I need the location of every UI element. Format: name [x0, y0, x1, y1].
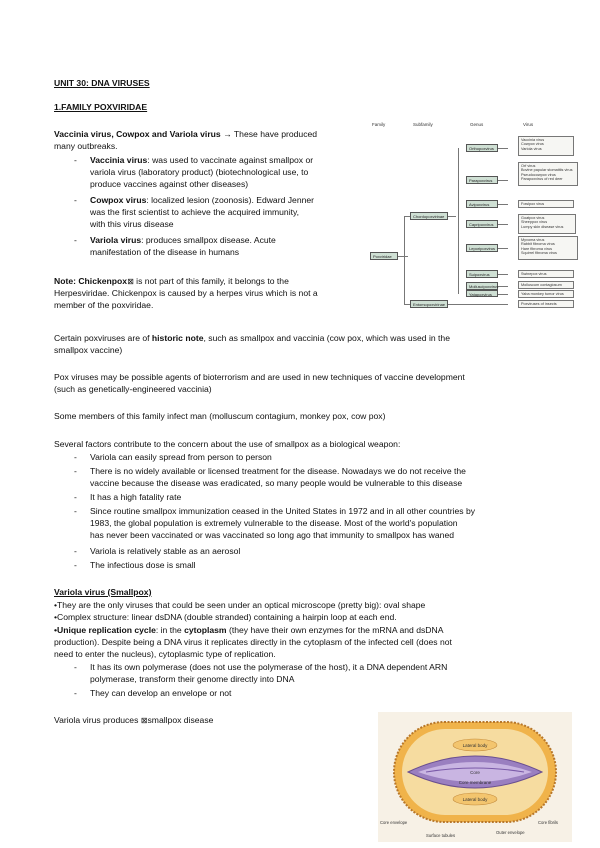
- virus-name: Swinepox virus: [521, 272, 547, 276]
- header-genus: Genus: [470, 122, 484, 127]
- dash-bullet: -: [74, 546, 77, 556]
- bullet-vaccinia-line3: produce vaccines against other diseases): [90, 179, 249, 189]
- intro-line: [54, 129, 317, 141]
- bullet-cowpox-text: : localized lesion (zoonosis). Edward Jenner: [146, 195, 315, 205]
- virus-name: Fowlpox virus: [521, 202, 545, 206]
- bullet-cowpox-line3: with this virus disease: [90, 219, 174, 229]
- factor-item: Since routine smallpox immunization ceased in the United States in 1972 and in all other countries by: [90, 506, 476, 516]
- connector-line: [404, 216, 405, 304]
- label-lateral-body-top: Lateral body: [462, 743, 488, 748]
- historic-pre: Certain poxviruses are of: [54, 333, 152, 343]
- virus-name: Poxviruses of insects: [521, 302, 557, 306]
- virus-name: Myxoma virus: [521, 238, 545, 242]
- virus-group-box: [518, 136, 574, 156]
- genus-box: Suipoxvirus: [466, 270, 498, 278]
- factor-item: There is no widely available or licensed treatment for the disease. Nowadays we do not receive the: [90, 466, 466, 476]
- virus-name: Pseudocowpox virus: [521, 172, 556, 177]
- note-line-2: Herpesviridae. Chickenpox is caused by a herpes virus which is not a: [54, 288, 318, 298]
- genus-box: Capripoxvirus: [466, 220, 498, 228]
- connector-line: [498, 294, 508, 295]
- dash-bullet: -: [74, 560, 77, 570]
- virus-name: Hare fibroma virus: [521, 246, 553, 251]
- historic-para: [54, 333, 450, 345]
- dash-bullet: -: [74, 492, 77, 502]
- genus-box: Parapoxvirus: [466, 176, 498, 184]
- intro-line-2: many outbreaks.: [54, 141, 118, 151]
- arrow-icon: →: [223, 129, 232, 139]
- smallpox-point-3-line2: production). Despite being a DNA virus it replicates directly in the cytoplasm of the infected cell (does not: [54, 637, 452, 647]
- dash-bullet: -: [74, 662, 77, 672]
- virus-group-box: [518, 290, 574, 298]
- subfamily-box: Entomopoxvirinae: [410, 300, 448, 308]
- unit-title: UNIT 30: DNA VIRUSES: [54, 78, 150, 88]
- virus-name: Molluscum contagiosum: [521, 283, 562, 287]
- virus-name: Bovine papular stomatitis virus: [521, 168, 573, 173]
- last-line-pre: Variola virus produces: [54, 715, 141, 725]
- bioterror-para: Pox viruses may be possible agents of bioterrorism and are used in new techniques of vaccine development: [54, 372, 465, 382]
- bullet-cowpox-bold: Cowpox virus: [90, 195, 147, 205]
- bullet-cowpox: [90, 195, 314, 207]
- smallpox-point-1: •They are the only viruses that could be seen under an optical microscope (pretty big): oval shape: [54, 600, 426, 610]
- bullet-vaccinia-line2: variola virus (laboratory product) (biotechnological use, to: [90, 167, 309, 177]
- smallpox-point-2: •Complex structure: linear dsDNA (double stranded) containing a hairpin loop at each end.: [54, 612, 397, 622]
- bullet-vaccinia-bold: Vaccinia virus: [90, 155, 148, 165]
- factor-item: It has a high fatality rate: [90, 492, 182, 502]
- connector-line: [498, 224, 508, 225]
- historic-bold: historic note: [151, 333, 204, 343]
- virus-group-box: [518, 281, 574, 289]
- intro-bold: Vaccinia virus, Cowpox and Variola virus: [54, 129, 221, 139]
- last-line-post: smallpox disease: [147, 715, 214, 725]
- virus-group-box: [518, 214, 576, 234]
- factor-item: Variola can easily spread from person to person: [90, 452, 272, 462]
- virus-name: Squirrel fibroma virus: [521, 251, 557, 256]
- connector-line: [498, 204, 508, 205]
- box-glyph-icon: ⊠: [140, 716, 148, 725]
- replication-rest: (they have their own enzymes for the mRNA and dsDNA: [226, 625, 444, 635]
- label-outer-envelope: Outer envelope: [496, 830, 525, 835]
- connector-line: [448, 216, 456, 217]
- factor-item: The infectious dose is small: [90, 560, 196, 570]
- factors-intro: Several factors contribute to the concern about the use of smallpox as a biological weapon:: [54, 439, 401, 449]
- genus-box: Leporipoxvirus: [466, 244, 498, 252]
- factor-item-line2: vaccine because the disease was eradicated, so many people would be vulnerable to this disease: [90, 478, 463, 488]
- factor-item: Variola is relatively stable as an aerosol: [90, 546, 241, 556]
- historic-para-line2: smallpox vaccine): [54, 345, 123, 355]
- polymerase-item: They can develop an envelope or not: [90, 688, 232, 698]
- virus-name: Vaccinia virus: [521, 138, 545, 142]
- replication-bold: •Unique replication cycle: [54, 625, 156, 635]
- dash-bullet: -: [74, 155, 77, 165]
- note-line-3: member of the poxviridae.: [54, 300, 154, 310]
- virus-group-box: [518, 236, 578, 260]
- bioterror-para-line2: (such as genetically-engineered vaccinia): [54, 384, 212, 394]
- bullet-cowpox-line2: was the first scientist to achieve the acquired immunity,: [90, 207, 300, 217]
- connector-line: [498, 248, 508, 249]
- intro-rest: These have produced: [231, 129, 318, 139]
- bullet-vaccinia: [90, 155, 313, 167]
- smallpox-heading: Variola virus (Smallpox): [54, 587, 152, 597]
- infect-para: Some members of this family infect man (molluscum contagium, monkey pox, cow pox): [54, 411, 386, 421]
- bullet-variola: [90, 235, 276, 247]
- connector-line: [498, 274, 508, 275]
- box-glyph-icon: ⊠: [127, 277, 134, 286]
- virus-name: Parapoxvirus of red deer: [521, 177, 563, 182]
- header-family: Family: [372, 122, 386, 127]
- note-line: [54, 276, 289, 288]
- smallpox-point-3: [54, 625, 443, 637]
- connector-line: [498, 148, 508, 149]
- virion-illustration: [378, 712, 572, 842]
- section-title: 1.FAMILY POXVIRIDAE: [54, 102, 148, 112]
- label-core-fibrils: Core fibrils: [538, 820, 559, 825]
- virus-name: Sheeppox virus: [521, 220, 548, 225]
- virus-name: Variola virus: [521, 146, 542, 151]
- bullet-variola-text: : produces smallpox disease. Acute: [141, 235, 276, 245]
- polymerase-item-line2: polymerase, transform their genome directly into DNA: [90, 674, 295, 684]
- connector-line: [448, 304, 508, 305]
- historic-post: , such as smallpox and vaccinia (cow pox, which was used in the: [203, 333, 450, 343]
- header-virus: Virus: [523, 122, 534, 127]
- virus-name: Rabbit fibroma virus: [521, 242, 555, 247]
- label-core-membrane: Core membrane: [458, 780, 492, 785]
- replication-mid: : in the: [155, 625, 185, 635]
- virus-group-box: [518, 162, 578, 186]
- bullet-vaccinia-text: : was used to vaccinate against smallpox or: [147, 155, 314, 165]
- genus-box: Avipoxvirus: [466, 200, 498, 208]
- variola-virion-figure: [378, 712, 572, 842]
- cytoplasm-bold: cytoplasm: [184, 625, 227, 635]
- virus-name: Lumpy skin disease virus: [521, 224, 564, 229]
- dash-bullet: -: [74, 235, 77, 245]
- last-line: [54, 715, 213, 727]
- subfamily-box: Chordopoxvirinae: [410, 212, 448, 220]
- connector-line: [498, 180, 508, 181]
- bullet-variola-line2: manifestation of the disease in humans: [90, 247, 240, 257]
- factor-item-line2: 1983, the global population is extremely vulnerable to the disease. Most of the world's population: [90, 518, 458, 528]
- genus-box: Orthopoxvirus: [466, 144, 498, 152]
- polymerase-item: It has its own polymerase (does not use the polymerase of the host), it a DNA dependent ARN: [90, 662, 448, 672]
- family-box: Poxviridae: [370, 252, 398, 260]
- virus-name: Goatpox virus: [521, 216, 545, 220]
- genus-box: Molluscipoxvirus: [466, 282, 498, 290]
- virus-group-box: [518, 200, 574, 208]
- note-label: Note: Chickenpox: [54, 276, 128, 286]
- dash-bullet: -: [74, 688, 77, 698]
- genus-box: Yatapoxvirus: [466, 290, 498, 297]
- dash-bullet: -: [74, 452, 77, 462]
- smallpox-point-3-line3: need to enter the nucleus), cytoplasmic type of replication.: [54, 649, 276, 659]
- virus-name: Cowpox virus: [521, 142, 544, 147]
- connector-line: [398, 256, 408, 257]
- note-text: is not part of this family, it belongs to the: [133, 276, 289, 286]
- virus-group-box: [518, 270, 574, 278]
- connector-line: [498, 286, 508, 287]
- virus-name: Yaba monkey tumor virus: [521, 292, 564, 296]
- dash-bullet: -: [74, 195, 77, 205]
- virus-group-box: [518, 300, 574, 308]
- label-surface-tubules: Surface tubules: [426, 833, 456, 838]
- label-core-envelope: Core envelope: [380, 820, 408, 825]
- label-lateral-body-bottom: Lateral body: [462, 797, 488, 802]
- dash-bullet: -: [74, 466, 77, 476]
- poxviridae-taxonomy-figure: [368, 120, 590, 310]
- bullet-variola-bold: Variola virus: [90, 235, 142, 245]
- connector-line: [458, 148, 459, 294]
- dash-bullet: -: [74, 506, 77, 516]
- label-core: Core: [470, 770, 480, 775]
- header-subfamily: Subfamily: [413, 122, 433, 127]
- factor-item-line3: has never been vaccinated or was vaccinated so long ago that immunity to smallpox has waned: [90, 530, 455, 540]
- virus-name: Orf virus: [521, 164, 536, 168]
